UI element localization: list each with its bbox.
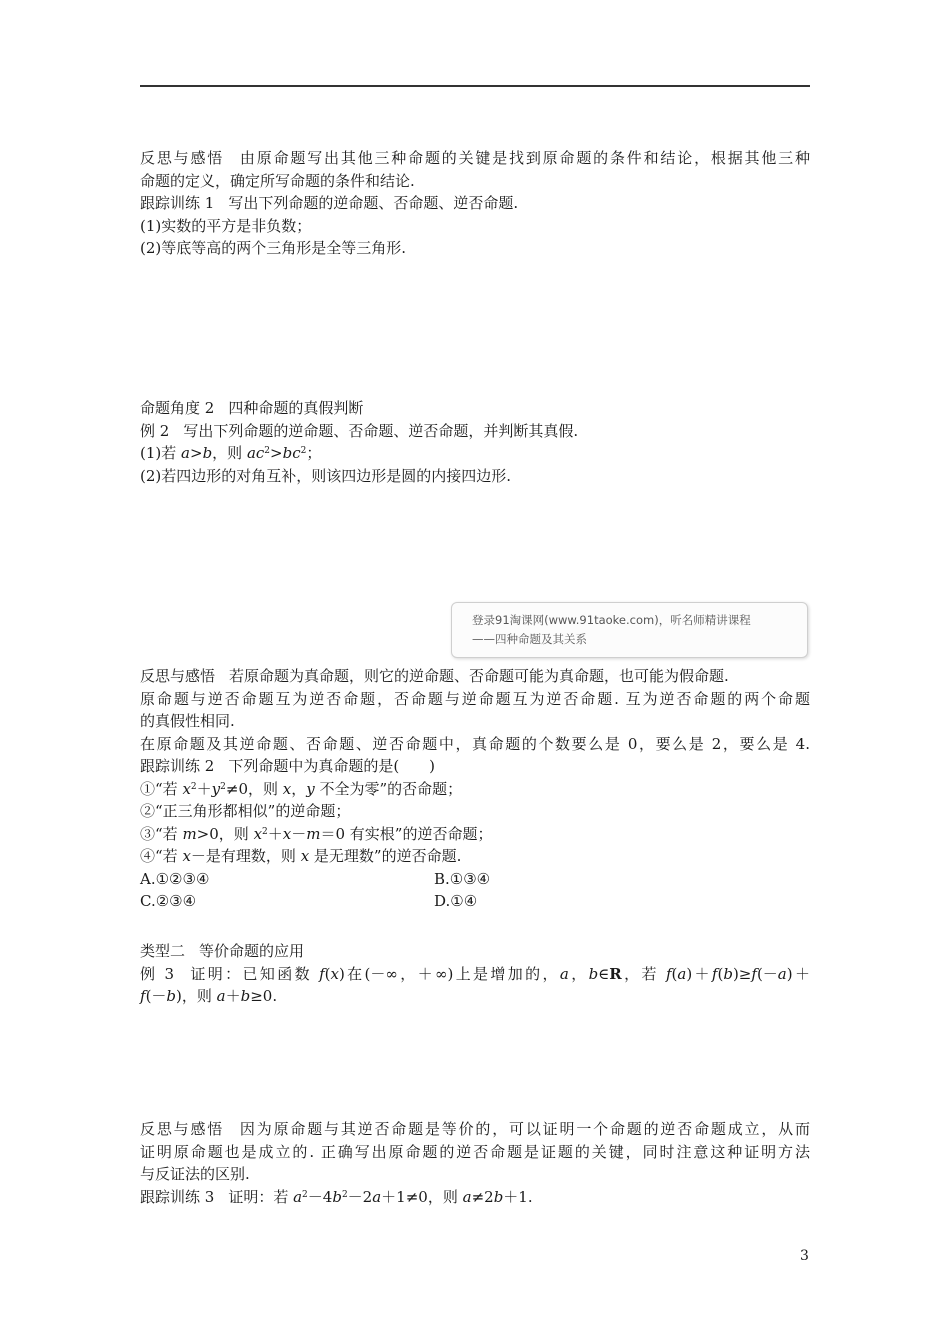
example-label: 例 3 xyxy=(140,964,175,983)
section-reflection-3 xyxy=(140,1118,810,1208)
header-rule xyxy=(140,85,810,87)
reflection-line: 原命题与逆否命题互为逆否命题，否命题与逆命题互为逆否命题. 互为逆否命题的两个命题 xyxy=(140,689,810,708)
training-label: 跟踪训练 1 xyxy=(140,194,215,212)
angle-heading: 命题角度 2 四种命题的真假判断 xyxy=(140,399,364,417)
reflection-label: 反思与感悟 xyxy=(140,1120,225,1138)
statement-3: ③“若 m>0，则 $x^2+x-m=0$ 有实根”的逆否命题； xyxy=(140,824,493,843)
ad-line: ——四种命题及其关系 xyxy=(472,632,587,646)
section-reflection-2 xyxy=(140,665,810,913)
reflection-line: 与反证法的区别. xyxy=(140,1165,250,1183)
example-3-line: 例 3 证明：已知函数 f(x)在(－∞，＋∞)上是增加的，a，b∈R，若 f(a)＋f(b)≥f(－a)＋ xyxy=(140,964,810,983)
training-label: 跟踪训练 3 xyxy=(140,1187,215,1206)
statement-2: ②“正三角形都相似”的逆命题； xyxy=(140,802,351,820)
statement-4: ④“若 x－是有理数，则 x 是无理数”的逆否命题. xyxy=(140,847,462,865)
example-3-line: f(－b)，则 a＋b≥0. xyxy=(140,987,278,1005)
training-heading: 跟踪训练 1 写出下列命题的逆命题、否命题、逆否命题. xyxy=(140,194,519,212)
reflection-line: 反思与感悟 因为原命题与其逆否命题是等价的，可以证明一个命题的逆否命题成立，从而 xyxy=(140,1120,810,1138)
reflection-line: 证明原命题也是成立的. 正确写出原命题的逆否命题是证题的关键，同时注意这种证明方法 xyxy=(140,1142,810,1161)
reflection-line: 命题的定义，确定所写命题的条件和结论. xyxy=(140,171,415,190)
list-item: (1)若 a>b，则 $ac^2>bc^2$； xyxy=(140,444,322,462)
type-heading: 类型二 等价命题的应用 xyxy=(140,942,305,960)
reflection-line: 在原命题及其逆命题、否命题、逆否命题中，真命题的个数要么是 0，要么是 2，要么是 4. xyxy=(140,734,810,753)
list-item: (2)等底等高的两个三角形是全等三角形. xyxy=(140,239,407,257)
list-item: (2)若四边形的对角互补，则该四边形是圆的内接四边形. xyxy=(140,466,512,485)
answer-choices-row xyxy=(140,890,810,913)
ad-line: 登录91淘课网(www.91taoke.com)，听名师精讲课程 xyxy=(472,613,751,627)
reflection-line: 反思与感悟 由原命题写出其他三种命题的关键是找到原命题的条件和结论，根据其他三种 xyxy=(140,149,810,167)
reflection-line: 的真假性相同. xyxy=(140,712,235,730)
reflection-label: 反思与感悟 xyxy=(140,667,216,685)
choice-d: D.①④ xyxy=(434,892,478,910)
example-label: 例 2 xyxy=(140,421,170,440)
training-label: 跟踪训练 2 xyxy=(140,757,215,775)
reflection-line: 反思与感悟 若原命题为真命题，则它的逆命题、否命题可能为真命题，也可能为假命题. xyxy=(140,667,729,685)
answer-choices-row xyxy=(140,868,810,891)
course-ad-banner[interactable] xyxy=(451,602,808,658)
section-angle-2 xyxy=(140,397,810,487)
choice-c: C.②③④ xyxy=(140,892,197,910)
choice-a: A.①②③④ xyxy=(140,869,210,888)
training-heading: 跟踪训练 2 下列命题中为真命题的是( ) xyxy=(140,757,436,775)
choice-b: B.①③④ xyxy=(434,869,491,888)
section-reflection-1 xyxy=(140,147,810,260)
example-heading: 例 2 写出下列命题的逆命题、否命题、逆否命题，并判断其真假. xyxy=(140,421,579,440)
reflection-label: 反思与感悟 xyxy=(140,149,225,167)
section-type-2 xyxy=(140,940,810,1008)
training-heading: 跟踪训练 3 证明：若 $a^2-4b^2-2a+1\ne 0$，则 a≠2b＋1. xyxy=(140,1187,533,1206)
page-number: 3 xyxy=(800,1248,809,1264)
list-item: (1)实数的平方是非负数； xyxy=(140,216,312,235)
statement-1: ①“若 $x^2+y^2\ne 0$，则 x，y 不全为零”的否命题； xyxy=(140,779,463,798)
